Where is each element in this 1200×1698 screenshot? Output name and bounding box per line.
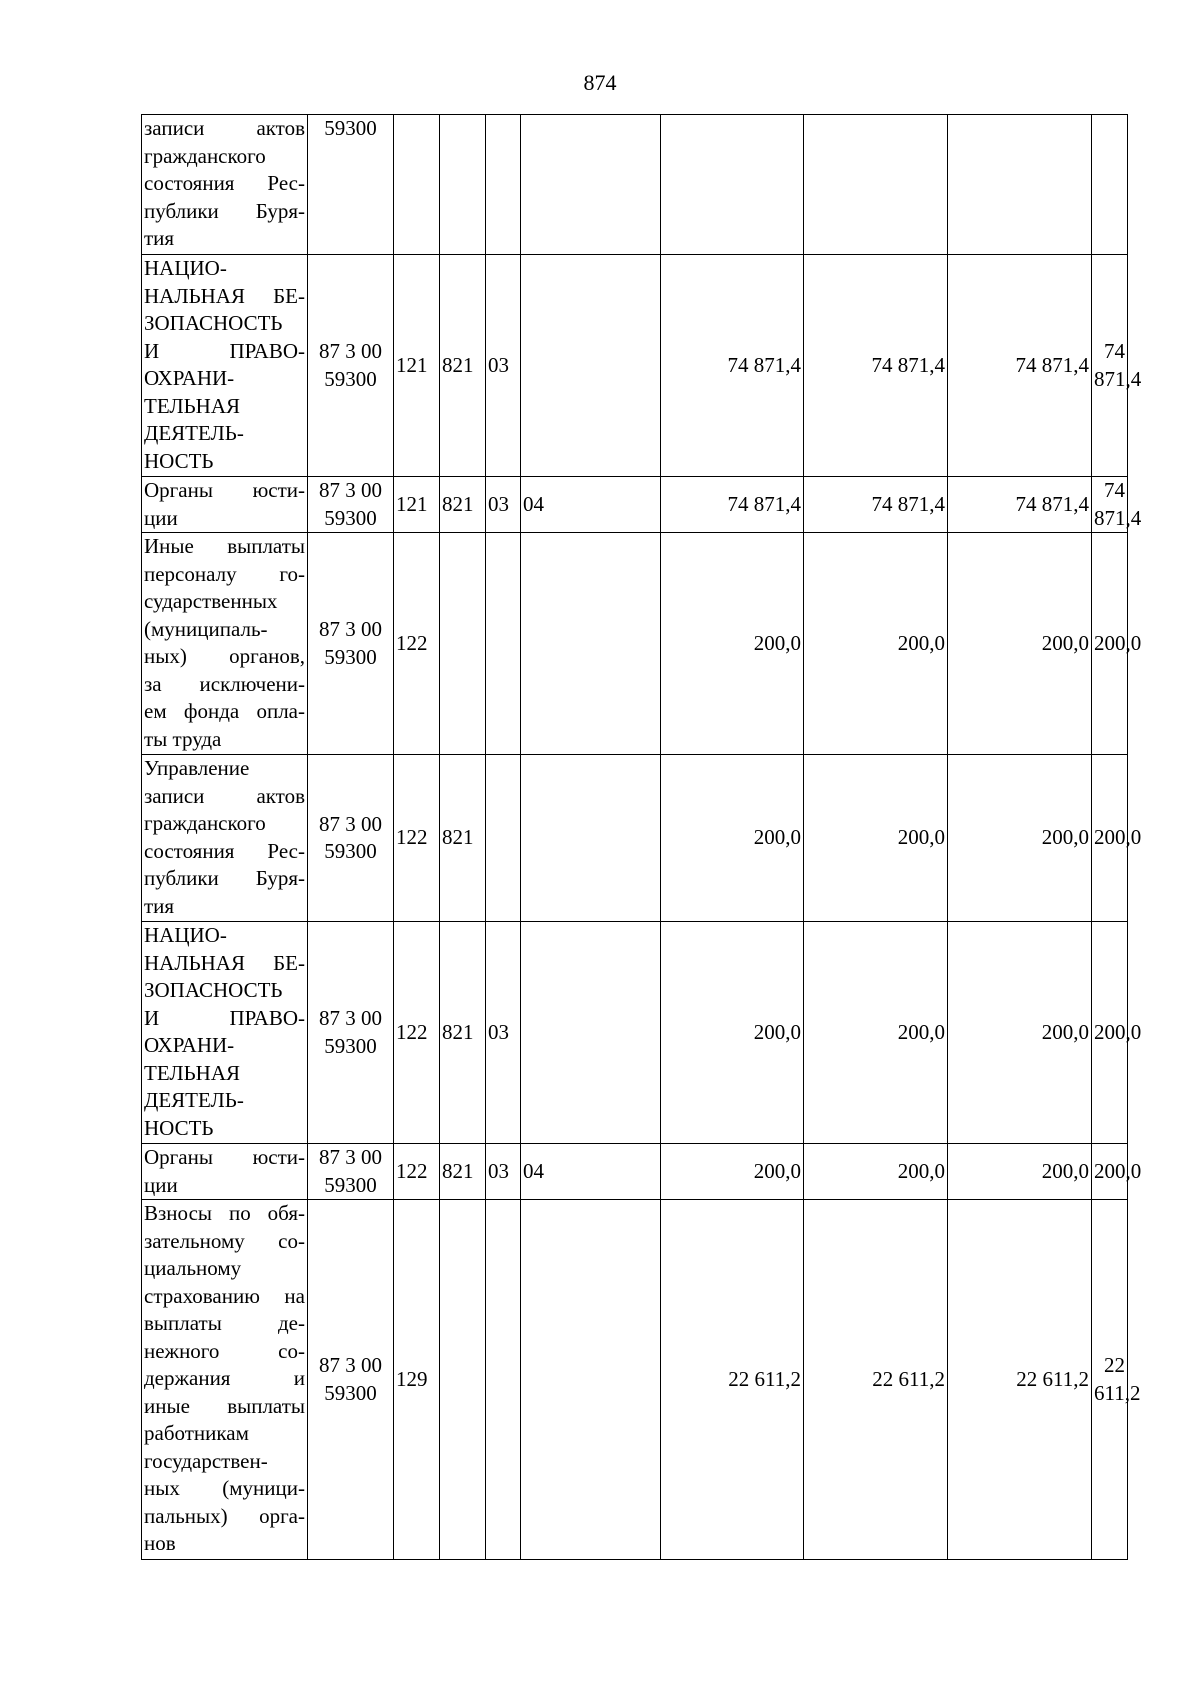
program-code bbox=[308, 115, 394, 255]
section-code: 03 bbox=[486, 477, 521, 533]
amount-4: 74 871,4 bbox=[1092, 255, 1128, 477]
description-line: Иные выплаты bbox=[144, 534, 305, 558]
expense-type-code: 122 bbox=[394, 922, 440, 1144]
subsection-code bbox=[521, 255, 661, 477]
amount-2: 74 871,4 bbox=[804, 477, 948, 533]
amount-1: 22 611,2 bbox=[661, 1200, 804, 1560]
description-line: иные выплаты bbox=[144, 1393, 305, 1418]
page-number: 874 bbox=[583, 70, 617, 95]
program-code bbox=[308, 1144, 394, 1200]
description-line: записи актов bbox=[144, 116, 305, 140]
expense-type-code: 129 bbox=[394, 1200, 440, 1560]
amount-3 bbox=[948, 115, 1092, 255]
amount-2: 22 611,2 bbox=[804, 1200, 948, 1560]
description-line: тия bbox=[144, 226, 175, 250]
table-row bbox=[142, 477, 1128, 533]
description-line: ты труда bbox=[144, 726, 222, 751]
description-line: публики Буря- bbox=[144, 198, 305, 223]
subsection-code bbox=[521, 533, 661, 755]
description-line: государствен- bbox=[144, 1448, 268, 1473]
department-code: 821 bbox=[440, 255, 486, 477]
expense-type-code: 122 bbox=[394, 533, 440, 755]
description-line: сударственных bbox=[144, 589, 278, 613]
department-code bbox=[440, 533, 486, 755]
department-code bbox=[440, 115, 486, 255]
program-code-line: 59300 bbox=[324, 1172, 377, 1197]
row-description bbox=[142, 922, 308, 1144]
amount-4: 200,0 bbox=[1092, 533, 1128, 755]
program-code bbox=[308, 533, 394, 755]
table-row bbox=[142, 1200, 1128, 1560]
table-row bbox=[142, 755, 1128, 922]
program-code-line: 87 3 00 bbox=[319, 478, 382, 502]
section-code bbox=[486, 533, 521, 755]
row-description bbox=[142, 115, 308, 255]
description-line: тия bbox=[144, 893, 175, 918]
description-line: состояния Рес- bbox=[144, 838, 305, 863]
description-line: ДЕЯТЕЛЬ- bbox=[144, 1088, 244, 1112]
row-description bbox=[142, 477, 308, 533]
amount-3: 200,0 bbox=[948, 922, 1092, 1144]
description-line: НАЛЬНАЯ БЕ- bbox=[144, 950, 305, 975]
section-code: 03 bbox=[486, 922, 521, 1144]
description-line: за исключени- bbox=[144, 671, 305, 696]
amount-1 bbox=[661, 115, 804, 255]
description-line: Взносы по обя- bbox=[144, 1201, 305, 1225]
amount-2: 200,0 bbox=[804, 533, 948, 755]
subsection-code: 04 bbox=[521, 477, 661, 533]
program-code bbox=[308, 255, 394, 477]
program-code-line: 87 3 00 bbox=[319, 1006, 382, 1030]
section-code: 03 bbox=[486, 255, 521, 477]
section-code bbox=[486, 1200, 521, 1560]
description-line: ции bbox=[144, 505, 178, 530]
description-line: зательному со- bbox=[144, 1228, 305, 1253]
row-description bbox=[142, 1200, 308, 1560]
amount-3: 22 611,2 bbox=[948, 1200, 1092, 1560]
budget-table bbox=[141, 114, 1142, 1560]
program-code bbox=[308, 922, 394, 1144]
row-description bbox=[142, 255, 308, 477]
description-line: И ПРАВО- bbox=[144, 1005, 305, 1030]
program-code-line: 87 3 00 bbox=[319, 617, 382, 641]
description-line: выплаты де- bbox=[144, 1311, 305, 1335]
description-line: ем фонда опла- bbox=[144, 699, 305, 723]
amount-4: 22 611,2 bbox=[1092, 1200, 1128, 1560]
amount-2 bbox=[804, 115, 948, 255]
expense-type-code: 122 bbox=[394, 1144, 440, 1200]
description-line: ных (муници- bbox=[144, 1476, 305, 1500]
subsection-code bbox=[521, 115, 661, 255]
table-body bbox=[142, 115, 1142, 1560]
description-line: персоналу го- bbox=[144, 561, 305, 586]
row-description bbox=[142, 1144, 308, 1200]
department-code: 821 bbox=[440, 755, 486, 922]
expense-type-code: 122 bbox=[394, 755, 440, 922]
table-row bbox=[142, 922, 1128, 1144]
program-code-line: 59300 bbox=[324, 839, 377, 863]
description-line: нежного со- bbox=[144, 1338, 305, 1363]
table-row bbox=[142, 1144, 1128, 1200]
amount-2: 200,0 bbox=[804, 922, 948, 1144]
amount-1: 200,0 bbox=[661, 922, 804, 1144]
description-line: ных) органов, bbox=[144, 644, 305, 668]
department-code: 821 bbox=[440, 1144, 486, 1200]
description-line: работникам bbox=[144, 1421, 249, 1445]
amount-3: 200,0 bbox=[948, 533, 1092, 755]
description-line: Управление bbox=[144, 756, 250, 780]
amount-2: 74 871,4 bbox=[804, 255, 948, 477]
expense-type-code bbox=[394, 115, 440, 255]
description-line: ЗОПАСНОСТЬ bbox=[144, 978, 283, 1002]
amount-4: 200,0 bbox=[1092, 755, 1128, 922]
amount-3: 74 871,4 bbox=[948, 477, 1092, 533]
table-row bbox=[142, 533, 1128, 755]
subsection-code: 04 bbox=[521, 1144, 661, 1200]
subsection-code bbox=[521, 755, 661, 922]
expense-type-code: 121 bbox=[394, 477, 440, 533]
section-code: 03 bbox=[486, 1144, 521, 1200]
description-line: И ПРАВО- bbox=[144, 338, 305, 363]
program-code-line: 87 3 00 bbox=[319, 1145, 382, 1169]
program-code-line: 59300 bbox=[324, 505, 377, 530]
description-line: записи актов bbox=[144, 783, 305, 808]
description-line: Органы юсти- bbox=[144, 1145, 305, 1169]
row-description bbox=[142, 533, 308, 755]
description-line: Органы юсти- bbox=[144, 478, 305, 502]
amount-3: 200,0 bbox=[948, 1144, 1092, 1200]
program-code-line: 59300 bbox=[324, 1033, 377, 1058]
amount-1: 200,0 bbox=[661, 1144, 804, 1200]
description-line: ОХРАНИ- bbox=[144, 1033, 235, 1057]
description-line: гражданского bbox=[144, 143, 266, 168]
amount-4: 200,0 bbox=[1092, 1144, 1128, 1200]
program-code-line: 59300 bbox=[324, 366, 377, 391]
description-line: НАЦИО- bbox=[144, 923, 227, 947]
description-line: ОХРАНИ- bbox=[144, 366, 235, 390]
description-line: пальных) орга- bbox=[144, 1503, 305, 1528]
description-line: гражданского bbox=[144, 811, 266, 835]
amount-1: 74 871,4 bbox=[661, 477, 804, 533]
description-line: НАЛЬНАЯ БЕ- bbox=[144, 283, 305, 308]
subsection-code bbox=[521, 922, 661, 1144]
program-code-line: 59300 bbox=[324, 116, 377, 140]
amount-1: 200,0 bbox=[661, 533, 804, 755]
program-code bbox=[308, 755, 394, 922]
description-line: состояния Рес- bbox=[144, 171, 305, 195]
description-line: (муниципаль- bbox=[144, 616, 268, 641]
table-row bbox=[142, 255, 1128, 477]
description-line: ТЕЛЬНАЯ bbox=[144, 393, 241, 418]
amount-2: 200,0 bbox=[804, 755, 948, 922]
description-line: ции bbox=[144, 1172, 178, 1197]
description-line: НАЦИО- bbox=[144, 256, 227, 280]
description-line: НОСТЬ bbox=[144, 1115, 214, 1140]
description-line: нов bbox=[144, 1531, 176, 1555]
description-line: публики Буря- bbox=[144, 866, 305, 890]
amount-4 bbox=[1092, 115, 1128, 255]
description-line: держания и bbox=[144, 1366, 305, 1390]
description-line: ДЕЯТЕЛЬ- bbox=[144, 421, 244, 445]
program-code bbox=[308, 477, 394, 533]
expense-type-code: 121 bbox=[394, 255, 440, 477]
amount-4: 74 871,4 bbox=[1092, 477, 1128, 533]
table-row bbox=[142, 115, 1128, 255]
department-code: 821 bbox=[440, 477, 486, 533]
subsection-code bbox=[521, 1200, 661, 1560]
department-code: 821 bbox=[440, 922, 486, 1144]
description-line: НОСТЬ bbox=[144, 448, 214, 473]
amount-3: 74 871,4 bbox=[948, 255, 1092, 477]
description-line: страхованию на bbox=[144, 1283, 305, 1308]
amount-4: 200,0 bbox=[1092, 922, 1128, 1144]
amount-3: 200,0 bbox=[948, 755, 1092, 922]
program-code-line: 59300 bbox=[324, 644, 377, 669]
section-code bbox=[486, 755, 521, 922]
program-code-line: 59300 bbox=[324, 1380, 377, 1405]
department-code bbox=[440, 1200, 486, 1560]
description-line: ТЕЛЬНАЯ bbox=[144, 1060, 241, 1085]
row-description bbox=[142, 755, 308, 922]
amount-2: 200,0 bbox=[804, 1144, 948, 1200]
program-code-line: 87 3 00 bbox=[319, 811, 382, 836]
program-code bbox=[308, 1200, 394, 1560]
amount-1: 74 871,4 bbox=[661, 255, 804, 477]
program-code-line: 87 3 00 bbox=[319, 339, 382, 363]
section-code bbox=[486, 115, 521, 255]
program-code-line: 87 3 00 bbox=[319, 1353, 382, 1377]
description-line: циальному bbox=[144, 1256, 242, 1280]
description-line: ЗОПАСНОСТЬ bbox=[144, 311, 283, 335]
amount-1: 200,0 bbox=[661, 755, 804, 922]
